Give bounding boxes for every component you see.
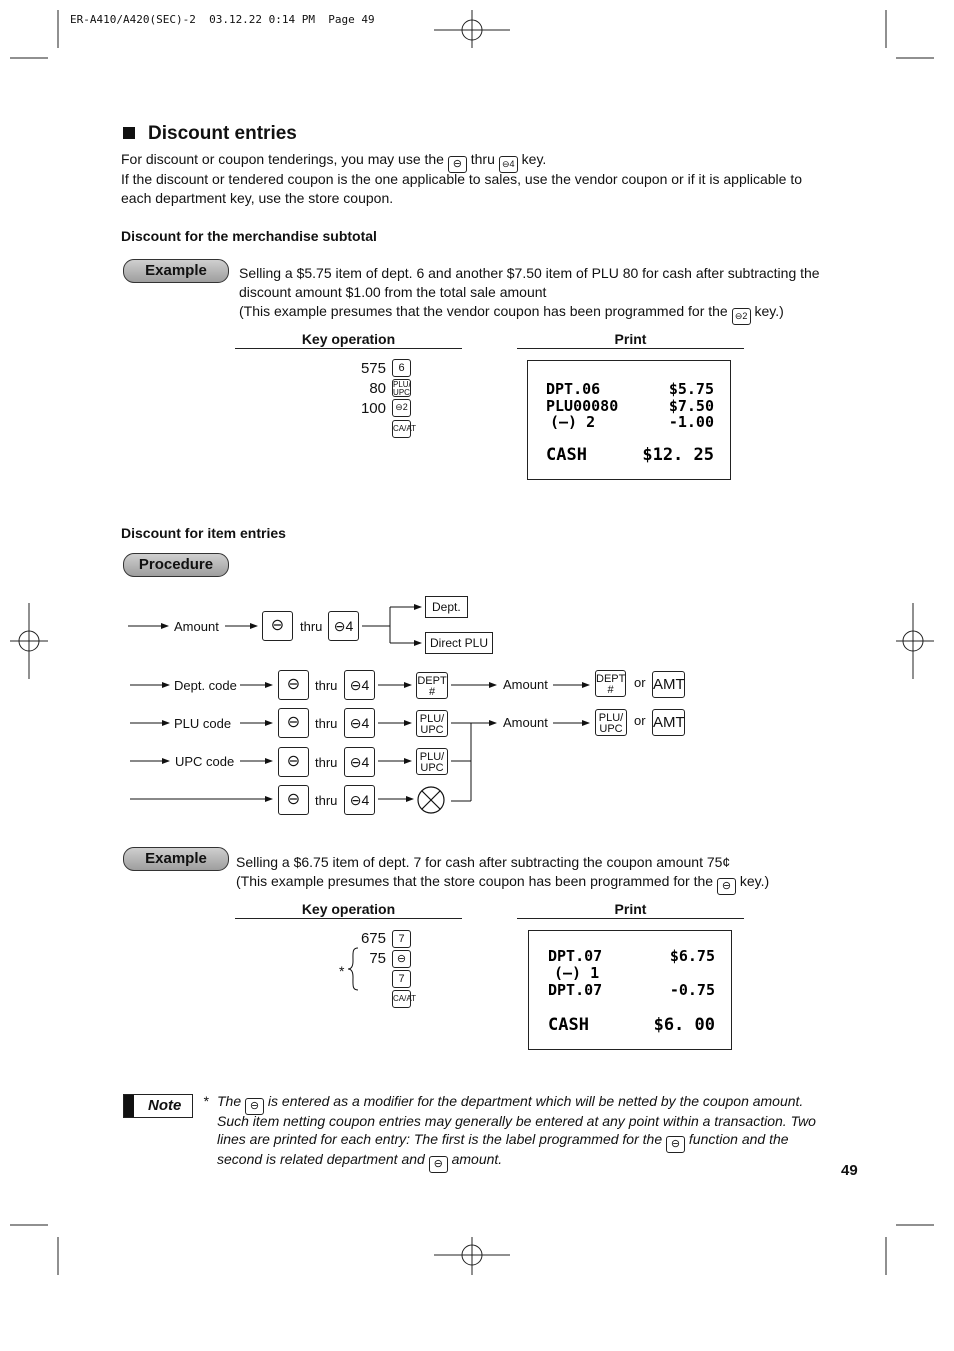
dept-key: DEPT # [595,670,626,697]
minus-key-icon: ⊖ [448,156,467,173]
plu-upc-key: PLU/ UPC [416,710,448,737]
minus-key: ⊖ [278,708,309,738]
flow-thru-label: thru [300,619,323,634]
flow-dept-code-label: Dept. code [174,678,237,693]
flow-thru-label: thru [315,755,338,770]
intro-thru: thru [470,151,495,167]
note-label: Note [148,1097,182,1114]
key-qty: 75 [369,950,386,967]
minus4-key: ⊖4 [344,670,375,700]
plu-upc-key: PLU/ UPC [393,380,411,397]
receipt-line-left: DPT.07 [548,981,603,999]
receipt-line-left: (–) 1 [554,964,600,982]
flow-thru-label: thru [315,716,338,731]
dept-target-box: Dept. [425,596,468,618]
receipt-print-2 [528,930,732,1050]
key-operation-header: Key operation [235,901,462,919]
flow-thru-label: thru [315,793,338,808]
note-text [217,1092,847,1170]
minus4-key: ⊖4 [344,785,375,815]
direct-plu-target-box: Direct PLU [425,632,493,654]
note-line4a: second is related department and [217,1151,425,1167]
minus-key: ⊖ [278,747,309,777]
flow-amount-label: Amount [503,715,548,730]
intro-line-3: each department key, use the store coupon. [121,190,394,206]
sub3-description [236,853,836,892]
plu-upc-key: PLU/ UPC [595,709,627,736]
asterisk-marker: * [339,963,345,979]
minus2-key-icon: ⊖2 [732,308,751,325]
receipt-line-right: -0.75 [669,981,715,999]
flow-plu-code-label: PLU code [174,716,232,731]
procedure-badge: Procedure [123,553,229,577]
minus-key: ⊖ [278,670,309,700]
flow-or-label: or [634,713,646,728]
intro-key: key. [521,151,547,167]
key-qty: 575 [360,360,386,377]
minus-key: ⊖ [262,611,293,641]
receipt-line-right: $5.75 [668,380,714,398]
key-operation-header: Key operation [235,331,462,349]
receipt-line-left: (–) 2 [550,413,596,431]
key-qty: 80 [369,380,386,397]
sub1-text-1: Selling a $5.75 item of dept. 6 and another $7.50 item of PLU 80 for cash after subtracting the [239,265,820,281]
receipt-line-right: $6. 00 [653,1015,715,1035]
minus-key-icon: ⊖ [717,878,736,895]
receipt-line-right: $12. 25 [642,445,714,465]
minus4-key: ⊖4 [328,611,359,641]
minus-key: ⊖ [278,785,309,815]
minus-key-icon: ⊖ [429,1156,448,1173]
file-header: ER-A410/A420(SEC)-2 03.12.22 0:14 PM Page 49 [70,13,375,26]
note-line4b: amount. [451,1151,503,1167]
note-line3a: lines are printed for each entry: The first is the label programmed for the [217,1131,663,1147]
flow-amount-label: Amount [503,677,548,692]
note-line1a: The [217,1093,242,1109]
minus4-key: ⊖4 [344,747,375,777]
note-star: * [203,1093,209,1109]
receipt-line-left: CASH [548,1015,589,1035]
example-badge: Example [123,847,229,871]
flow-amount-label: Amount [174,619,219,634]
receipt-line-right: $7.50 [668,397,714,415]
minus-key: ⊖ [392,950,411,968]
note-line1b: is entered as a modifier for the department which will be netted by the coupon amount. [267,1093,804,1109]
minus-key-icon: ⊖ [245,1098,264,1115]
minus-key-icon: ⊖ [666,1136,685,1153]
sub3-text-2a: (This example presumes that the store coupon has been programmed for the [236,873,714,889]
dept-key: DEPT # [416,672,448,699]
sub1-heading: Discount for the merchandise subtotal [121,228,377,244]
minus4-key-icon: ⊖4 [499,156,518,173]
receipt-line-left: DPT.07 [548,947,603,965]
print-header: Print [517,331,744,349]
sub3-text-2b: key.) [739,873,770,889]
note-badge [123,1094,193,1118]
section-title: Discount entries [148,123,297,144]
sub2-heading: Discount for item entries [121,525,286,541]
ca-at-key: CA/AT [392,420,411,438]
ca-at-key: CA/AT [392,990,411,1008]
brace-icon [346,947,360,991]
sub1-text-2: discount amount $1.00 from the total sale amount [239,284,547,300]
print-header: Print [517,901,744,919]
amt-key: AMT [652,709,685,736]
flow-upc-code-label: UPC code [175,754,235,769]
intro-line-2: If the discount or tendered coupon is the one applicable to sales, use the vendor coupon or if it is applicable to [121,171,802,187]
receipt-line-left: DPT.06 [546,380,601,398]
receipt-line-right: -1.00 [668,413,714,431]
intro-text: For discount or coupon tenderings, you may use the [121,151,444,167]
sub3-text-1: Selling a $6.75 item of dept. 7 for cash after subtracting the coupon amount 75¢ [236,854,731,870]
sub1-text-3a: (This example presumes that the vendor coupon has been programmed for the [239,303,728,319]
flow-or-label: or [634,675,646,690]
example-badge: Example [123,259,229,283]
sub1-text-3b: key.) [754,303,784,319]
note-line3b: function and the [688,1131,789,1147]
receipt-line-left: PLU00080 [546,397,619,415]
dept-6-key: 6 [392,359,411,377]
receipt-line-left: CASH [546,445,587,465]
key-qty: 675 [360,930,386,947]
dept-7-key: 7 [392,930,411,948]
key-qty: 100 [360,400,386,417]
minus4-key: ⊖4 [344,708,375,738]
minus2-key: ⊖2 [392,399,411,417]
amt-key: AMT [652,671,685,698]
plu-upc-key: PLU/ UPC [416,748,448,775]
cross-circle-icon [418,787,444,813]
note-line2: Such item netting coupon entries may generally be entered at any point within a transaction. Two [217,1113,816,1129]
receipt-line-right: $6.75 [669,947,715,965]
flow-thru-label: thru [315,678,338,693]
dept-7-key: 7 [392,970,411,988]
page-number: 49 [841,1162,858,1179]
